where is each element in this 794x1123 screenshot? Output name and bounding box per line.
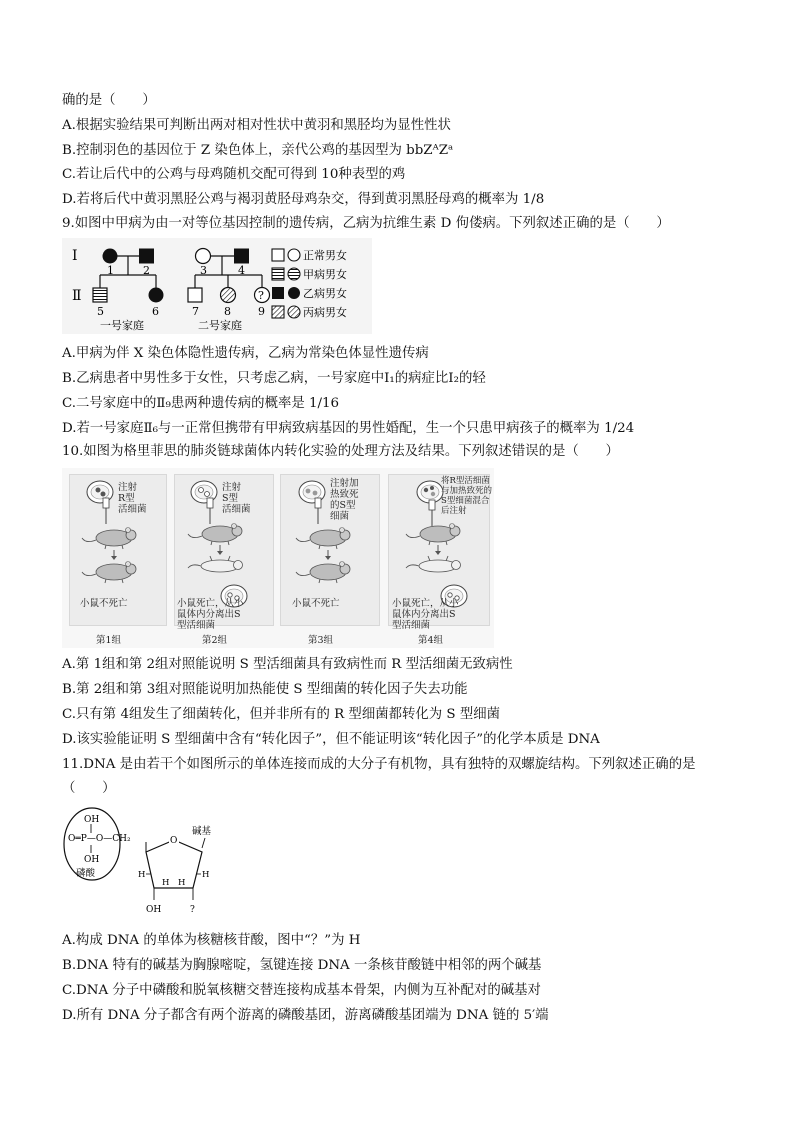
group4-label: 第4组 <box>418 635 444 646</box>
group2-result-line2: 鼠体内分离出S <box>177 609 241 620</box>
id-1: 1 <box>107 264 114 277</box>
group2-inject-line1: 注射 <box>222 482 242 493</box>
id-6: 6 <box>152 305 159 318</box>
q8-stem-tail: 确的是（ ） <box>62 93 156 108</box>
q11-stem-line1: 11.DNA 是由若干个如图所示的单体连接而成的大分子有机物，具有独特的双螺旋结构。下列叙述正确的是 <box>62 757 696 772</box>
family1-ii6-female-disease-b <box>149 288 164 303</box>
family1-ii5-male-disease-a <box>93 288 107 302</box>
group2-inject-line2: S型 <box>222 493 239 504</box>
family2-i4-male-disease-b <box>234 249 249 264</box>
id-3: 3 <box>200 264 207 277</box>
q8-option-d: D.若将后代中黄羽黑胫公鸡与褐羽黄胫母鸡杂交，得到黄羽黑胫母鸡的概率为 1/8 <box>62 192 545 207</box>
q9-option-d: D.若一号家庭Ⅱ₆与一正常但携带有甲病致病基因的男性婚配，生一个只患甲病孩子的概率为 1/24 <box>62 421 635 436</box>
q11-stem-line2: （ ） <box>62 781 116 796</box>
id-7: 7 <box>192 305 199 318</box>
phosphate-oh-top: OH <box>84 815 100 825</box>
legend-disease-c: 丙病男女 <box>303 306 347 319</box>
id-4: 4 <box>238 264 245 277</box>
group4-inject-line4: 后注射 <box>441 506 467 516</box>
h-right: H <box>202 870 210 880</box>
group1-label: 第1组 <box>96 635 122 646</box>
group4-result-line2: 鼠体内分离出S <box>392 609 456 620</box>
generation-1-label: Ⅰ <box>72 248 78 264</box>
h-low-right: H <box>178 878 186 888</box>
q11-option-b: B.DNA 特有的碱基为胸腺嘧啶，氢键连接 DNA 一条核苷酸链中相邻的两个碱基 <box>62 958 542 973</box>
family1-i2-male-disease-b <box>139 249 154 264</box>
id-5: 5 <box>97 305 104 318</box>
q9-stem: 9.如图中甲病为由一对等位基因控制的遗传病，乙病为抗维生素 D 佝偻病。下列叙述正确的是（ ） <box>62 216 670 231</box>
q9-option-c: C.二号家庭中的Ⅱ₉患两种遗传病的概率是 1/16 <box>62 396 340 411</box>
h-left: H <box>138 870 146 880</box>
group1-result: 小鼠不死亡 <box>80 598 128 609</box>
q10-option-a: A.第 1组和第 2组对照能说明 S 型活细菌具有致病性而 R 型活细菌无致病性 <box>62 657 513 672</box>
q8-option-a: A.根据实验结果可判断出两对相对性状中黄羽和黑胫均为显性性状 <box>62 118 451 133</box>
group4-inject-line3: S型细菌混合 <box>441 496 490 506</box>
group2-result-line3: 型活细菌 <box>177 620 216 631</box>
group4-inject-line2: 与加热致死的 <box>441 486 493 496</box>
group4-result-line3: 型活细菌 <box>392 620 431 631</box>
group1-inject-line2: R型 <box>118 493 135 504</box>
group3-label: 第3组 <box>308 635 334 646</box>
pedigree-chart <box>62 238 372 334</box>
family2-i3-female-normal <box>196 249 211 264</box>
legend-disease-a: 甲病男女 <box>303 268 347 281</box>
sugar-oh: OH <box>146 905 162 915</box>
phosphate-oh-bottom: OH <box>84 855 100 865</box>
generation-2-label: Ⅱ <box>72 288 82 304</box>
group3-inject-line2: 热致死 <box>330 489 359 500</box>
legend-disease-b: 乙病男女 <box>303 287 347 300</box>
q8-option-b: B.控制羽色的基因位于 Z 染色体上，亲代公鸡的基因型为 bbZᴬZᵃ <box>62 143 454 158</box>
family2-label: 二号家庭 <box>198 319 242 332</box>
group2-result-line1: 小鼠死亡，从小 <box>177 598 244 609</box>
q11-option-a: A.构成 DNA 的单体为核糖核苷酸，图中“？”为 H <box>62 933 361 948</box>
family2-ii8-female-disease-c <box>221 288 236 303</box>
q9-option-b: B.乙病患者中男性多于女性，只考虑乙病，一号家庭中Ⅰ₁的病症比Ⅰ₂的轻 <box>62 371 486 386</box>
q10-option-b: B.第 2组和第 3组对照能说明加热能使 S 型细菌的转化因子失去功能 <box>62 682 468 697</box>
group4-inject-line1: 将R型活细菌 <box>441 476 490 486</box>
q9-option-a: A.甲病为伴 X 染色体隐性遗传病，乙病为常染色体显性遗传病 <box>62 346 429 361</box>
group1-inject-line1: 注射 <box>118 482 138 493</box>
q10-stem: 10.如图为格里菲思的肺炎链球菌体内转化实验的处理方法及结果。下列叙述错误的是（ ） <box>62 444 619 459</box>
group2-label: 第2组 <box>202 635 228 646</box>
nucleotide-diagram <box>62 800 242 924</box>
q11-option-c: C.DNA 分子中磷酸和脱氧核糖交替连接构成基本骨架，内侧为互补配对的碱基对 <box>62 983 541 998</box>
unknown-group: ? <box>190 905 195 915</box>
group1-inject-line3: 活细菌 <box>118 504 147 515</box>
id-9: 9 <box>258 305 265 318</box>
family1-label: 一号家庭 <box>100 319 144 332</box>
family2-ii7-male-normal <box>188 288 202 302</box>
ring-oxygen: O <box>170 836 178 846</box>
group2-inject-line3: 活细菌 <box>222 504 251 515</box>
ii9-question-mark: ? <box>258 289 264 302</box>
q11-option-d: D.所有 DNA 分子都含有两个游离的磷酸基团，游离磷酸基团端为 DNA 链的 5′端 <box>62 1008 549 1023</box>
group3-inject-line3: 的S型 <box>330 500 356 511</box>
group3-result: 小鼠不死亡 <box>292 598 340 609</box>
q10-option-c: C.只有第 4组发生了细菌转化，但并非所有的 R 型细菌都转化为 S 型细菌 <box>62 707 501 722</box>
sugar-ring <box>146 840 202 888</box>
id-2: 2 <box>143 264 150 277</box>
group3-inject-line4: 细菌 <box>330 511 350 522</box>
legend-normal: 正常男女 <box>303 249 347 262</box>
h-low-left: H <box>162 878 170 888</box>
phosphate-row: O═P—O—CH₂ <box>68 834 131 844</box>
base-label: 碱基 <box>192 826 212 837</box>
phosphate-label: 磷酸 <box>76 868 96 879</box>
group3-inject-line1: 注射加 <box>330 478 359 489</box>
griffith-experiment-figure <box>62 468 494 648</box>
id-8: 8 <box>224 305 231 318</box>
q8-option-c: C.若让后代中的公鸡与母鸡随机交配可得到 10种表型的鸡 <box>62 167 406 182</box>
family1-i1-female-disease-b <box>103 249 118 264</box>
q10-option-d: D.该实验能证明 S 型细菌中含有“转化因子”，但不能证明该“转化因子”的化学本质是 DNA <box>62 732 600 747</box>
group4-result-line1: 小鼠死亡，从小 <box>392 598 459 609</box>
